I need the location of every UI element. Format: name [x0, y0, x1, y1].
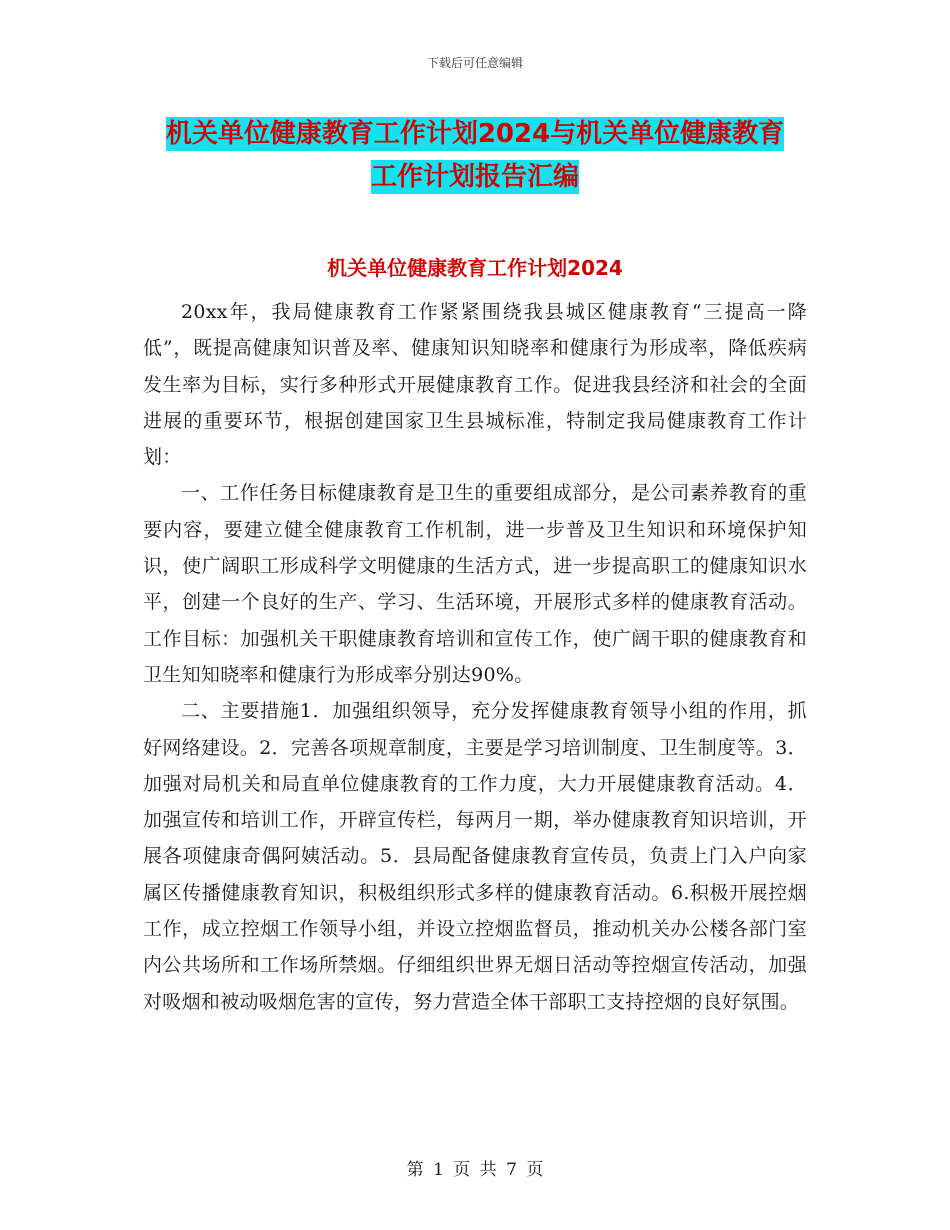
- title-highlight: 工作计划报告汇编: [370, 162, 579, 192]
- paragraph: 20xx年，我局健康教育工作紧紧围绕我县城区健康教育“三提高一降低”，既提高健康知识普及率、健康知识知晓率和健康行为形成率，降低疾病发生率为目标，实行多种形式开展健康教育工作。促进我县经济和社会的全面进展的重要环节，根据创建国家卫生县城标准，特制定我局健康教育工作计划：: [143, 301, 807, 469]
- document-title-line-1: [0, 113, 950, 150]
- section-title: 机关单位健康教育工作计划2024: [327, 256, 623, 280]
- title-highlight: 机关单位健康教育工作计划2024与机关单位健康教育: [165, 119, 785, 149]
- page-footer: 第 1 页 共 7 页: [406, 1160, 544, 1180]
- paragraph: 二、主要措施1．加强组织领导，充分发挥健康教育领导小组的作用，抓好网络建设。2．完善各项规章制度，主要是学习培训制度、卫生制度等。3．加强对局机关和局直单位健康教育的工作力度，大力开展健康教育活动。4．加强宣传和培训工作，开辟宣传栏，每两月一期，举办健康教育知识培训，开展各项健康奇偶阿姨活动。5．县局配备健康教育宣传员，负责上门入户向家属区传播健康教育知识，积极组织形式多样的健康教育活动。6.积极开展控烟工作，成立控烟工作领导小组，并设立控烟监督员，推动机关办公楼各部门室内公共场所和工作场所禁烟。仔细组织世界无烟日活动等控烟宣传活动，加强对吸烟和被动吸烟危害的宣传，努力营造全体干部职工支持控烟的良好氛围。: [143, 700, 807, 1013]
- paragraph: 一、工作任务目标健康教育是卫生的重要组成部分，是公司素养教育的重要内容，要建立健全健康教育工作机制，进一步普及卫生知识和环境保护知识，使广阔职工形成科学文明健康的生活方式，进一步提高职工的健康知识水平，创建一个良好的生产、学习、生活环境，开展形式多样的健康教育活动。工作目标：加强机关干职健康教育培训和宣传工作，使广阔干职的健康教育和卫生知知晓率和健康行为形成率分别达90%。: [143, 482, 807, 686]
- header-note: 下载后可任意编辑: [426, 56, 523, 70]
- document-title-line-2: [0, 156, 950, 193]
- body-text: [143, 294, 807, 1020]
